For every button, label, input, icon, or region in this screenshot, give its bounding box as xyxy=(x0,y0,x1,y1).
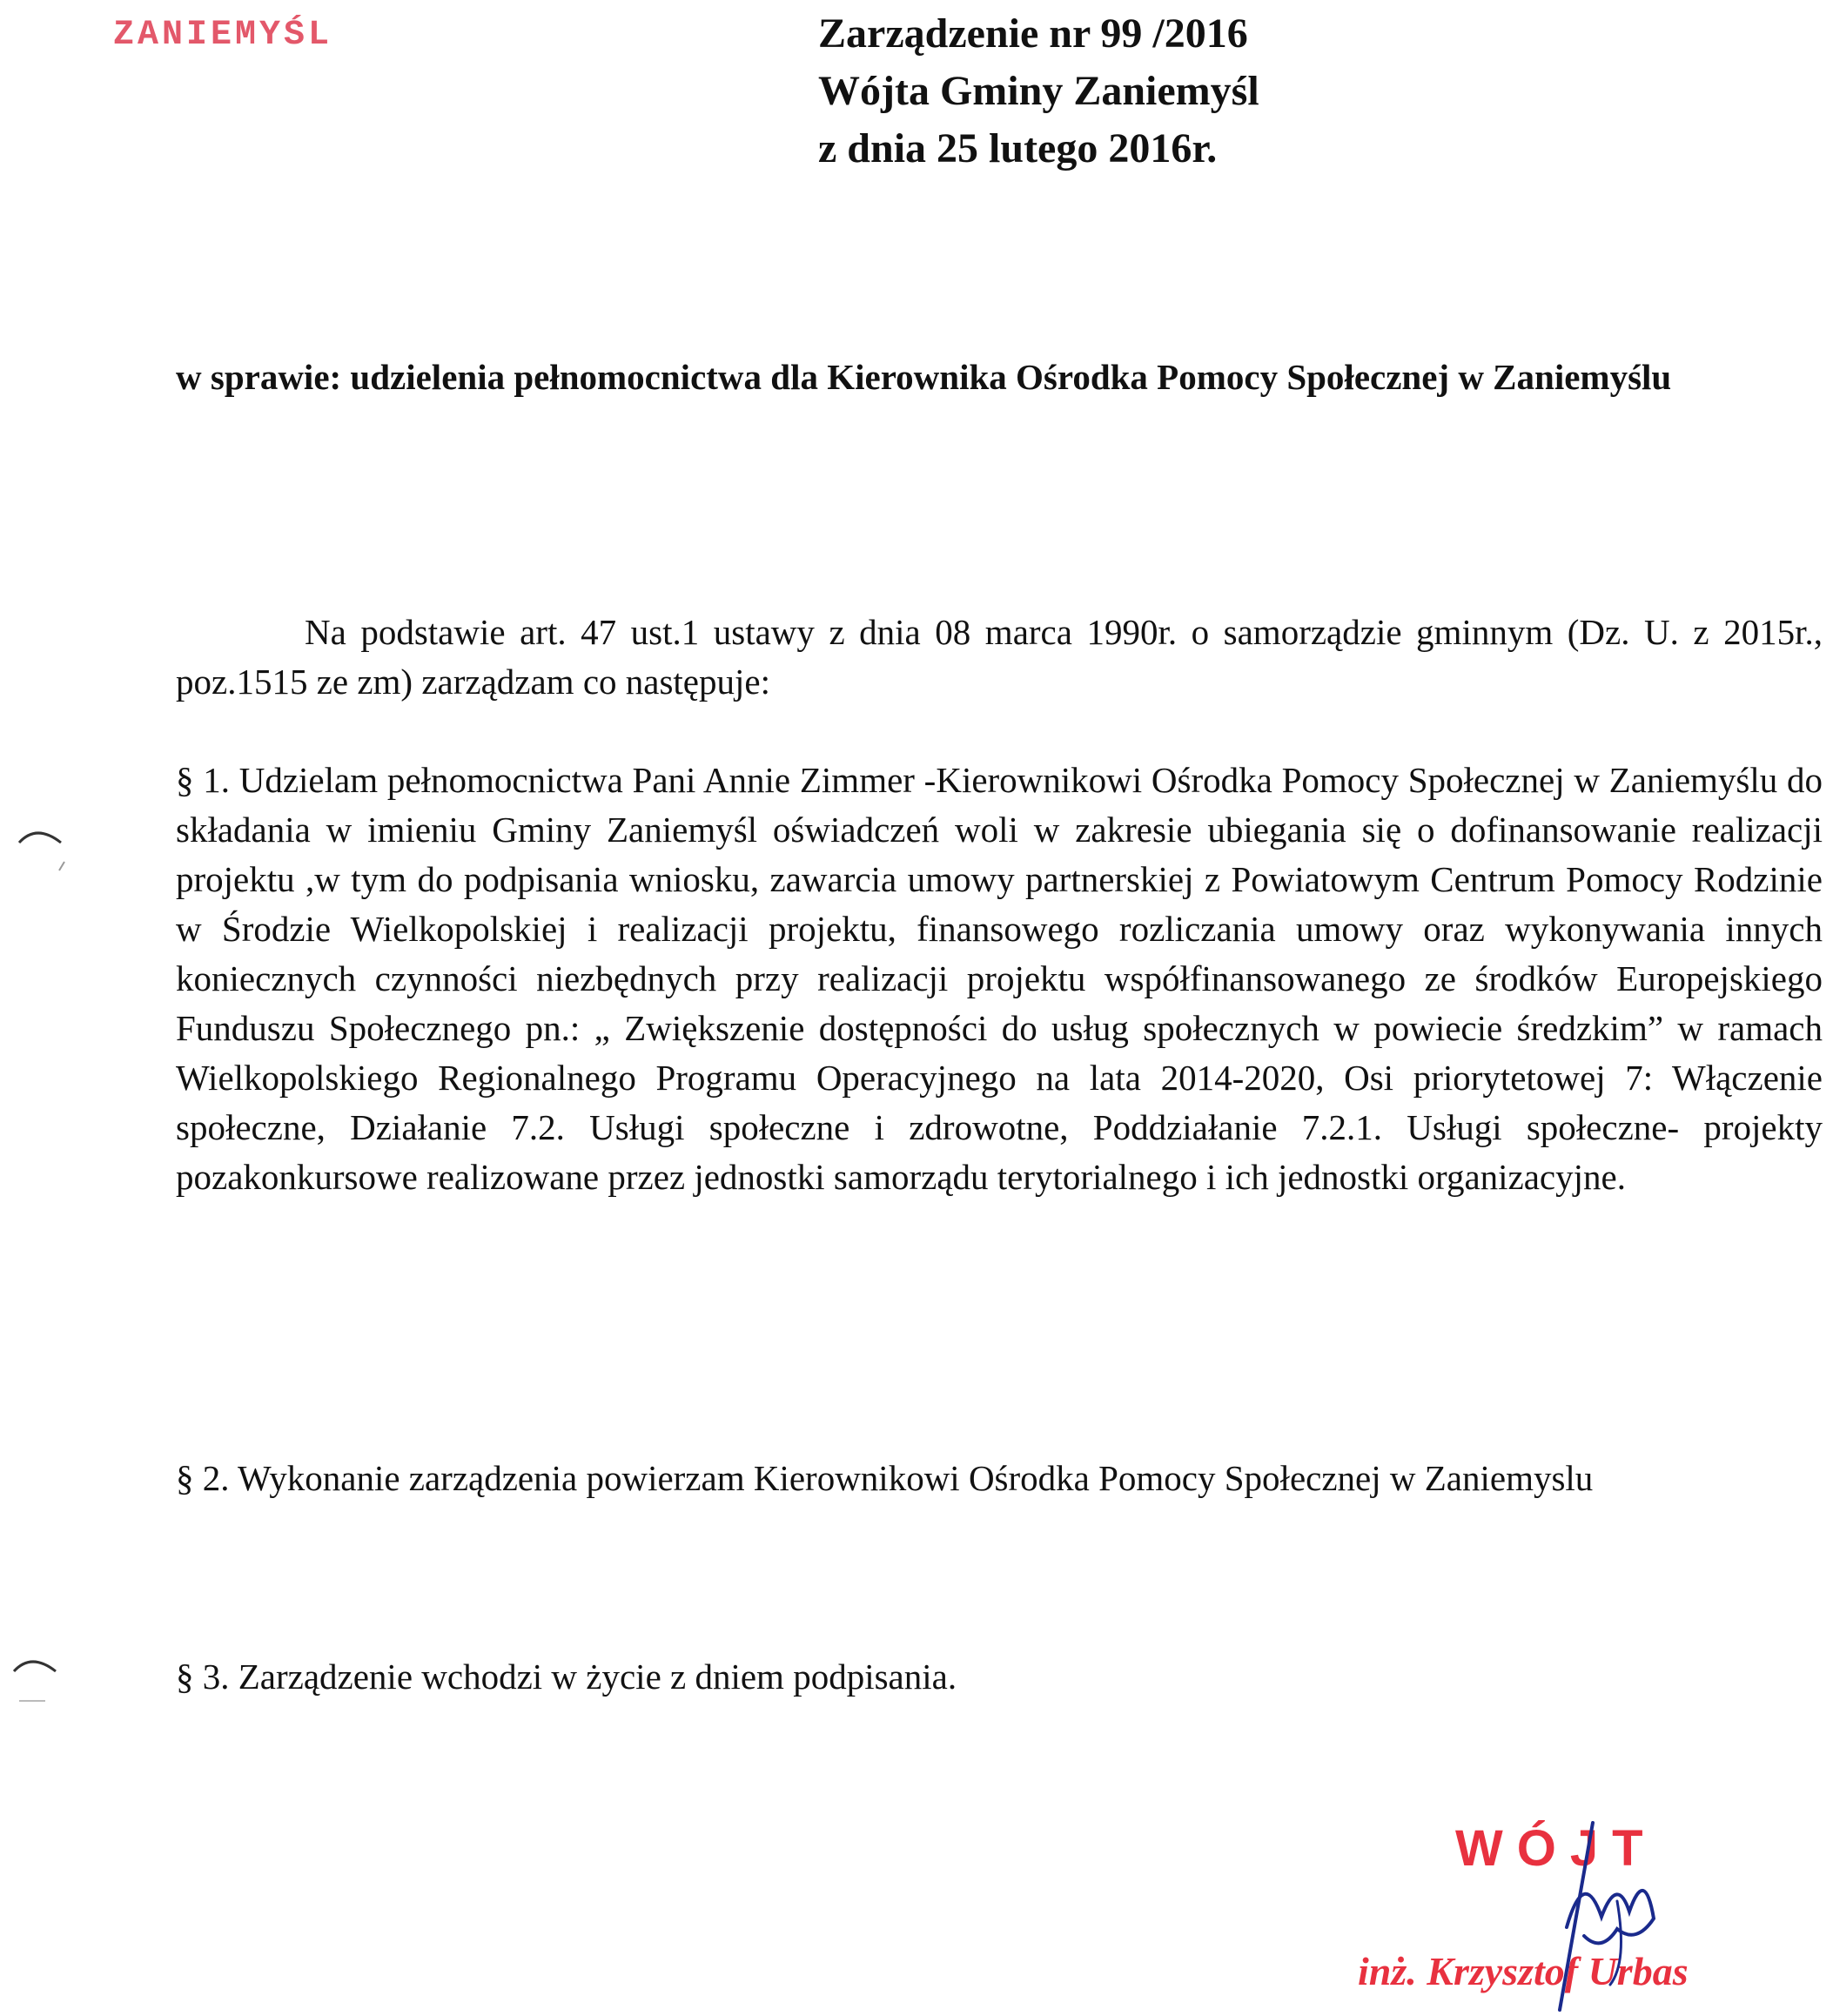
municipality-stamp: ZANIEMYŚL xyxy=(113,16,333,55)
official-title-stamp: WÓJT xyxy=(1455,1820,1657,1877)
punch-hole-mark xyxy=(10,1647,63,1708)
issue-date: z dnia 25 lutego 2016r. xyxy=(818,125,1218,171)
legal-basis-paragraph: Na podstawie art. 47 ust.1 ustawy z dnia 08 marca 1990r. o samorządzie gminnym (Dz. U. z 2015r., poz.1515 ze zm) zarządzam co następuje: xyxy=(176,612,1823,702)
signature-block xyxy=(1358,1819,1741,2011)
section-2-paragraph: § 2. Wykonanie zarządzenia powierzam Kierownikowi Ośrodka Pomocy Społecznej w Zaniemyslu xyxy=(176,1458,1594,1498)
section-3-paragraph: § 3. Zarządzenie wchodzi w życie z dniem podpisania. xyxy=(176,1656,957,1697)
document-header xyxy=(818,5,1259,178)
order-number: Zarządzenie nr 99 /2016 xyxy=(818,10,1248,57)
document-subject: w sprawie: udzielenia pełnomocnictwa dla Kierownika Ośrodka Pomocy Społecznej w Zaniemyślu xyxy=(176,357,1672,397)
issuer: Wójta Gminy Zaniemyśl xyxy=(818,68,1259,114)
punch-hole-mark xyxy=(16,818,68,879)
section-1-paragraph: § 1. Udzielam pełnomocnictwa Pani Annie Zimmer -Kierownikowi Ośrodka Pomocy Społecznej w Zaniemyślu do składania w imieniu Gminy Zaniemyśl oświadczeń woli w zakresie ubiegania się o dofinansowanie realizacji projektu ,w tym do podpisania wniosku, zawarcia umowy partnerskiej z Powiatowym Centrum Pomocy Rodzinie w Środzie Wielkopolskiej i realizacji projektu, finansowego rozliczania umowy oraz wykonywania innych koniecznych czynności niezbędnych przy realizacji projektu współfinansowanego ze środków Europejskiego Funduszu Społecznego pn.: „ Zwiększenie dostępności do usług społecznych w powiecie średzkim” w ramach Wielkopolskiego Regionalnego Programu Operacyjnego na lata 2014-2020, Osi priorytetowej 7: Włączenie społeczne, Działanie 7.2. Usługi społeczne i zdrowotne, Poddziałanie 7.2.1. Usługi społeczne- projekty pozakonkursowe realizowane przez jednostki samorządu terytorialnego i ich jednostki organizacyjne. xyxy=(176,760,1823,1197)
handwritten-signature xyxy=(1514,1814,1689,2014)
official-name-stamp: inż. Krzysztof Urbas xyxy=(1358,1949,1689,1993)
